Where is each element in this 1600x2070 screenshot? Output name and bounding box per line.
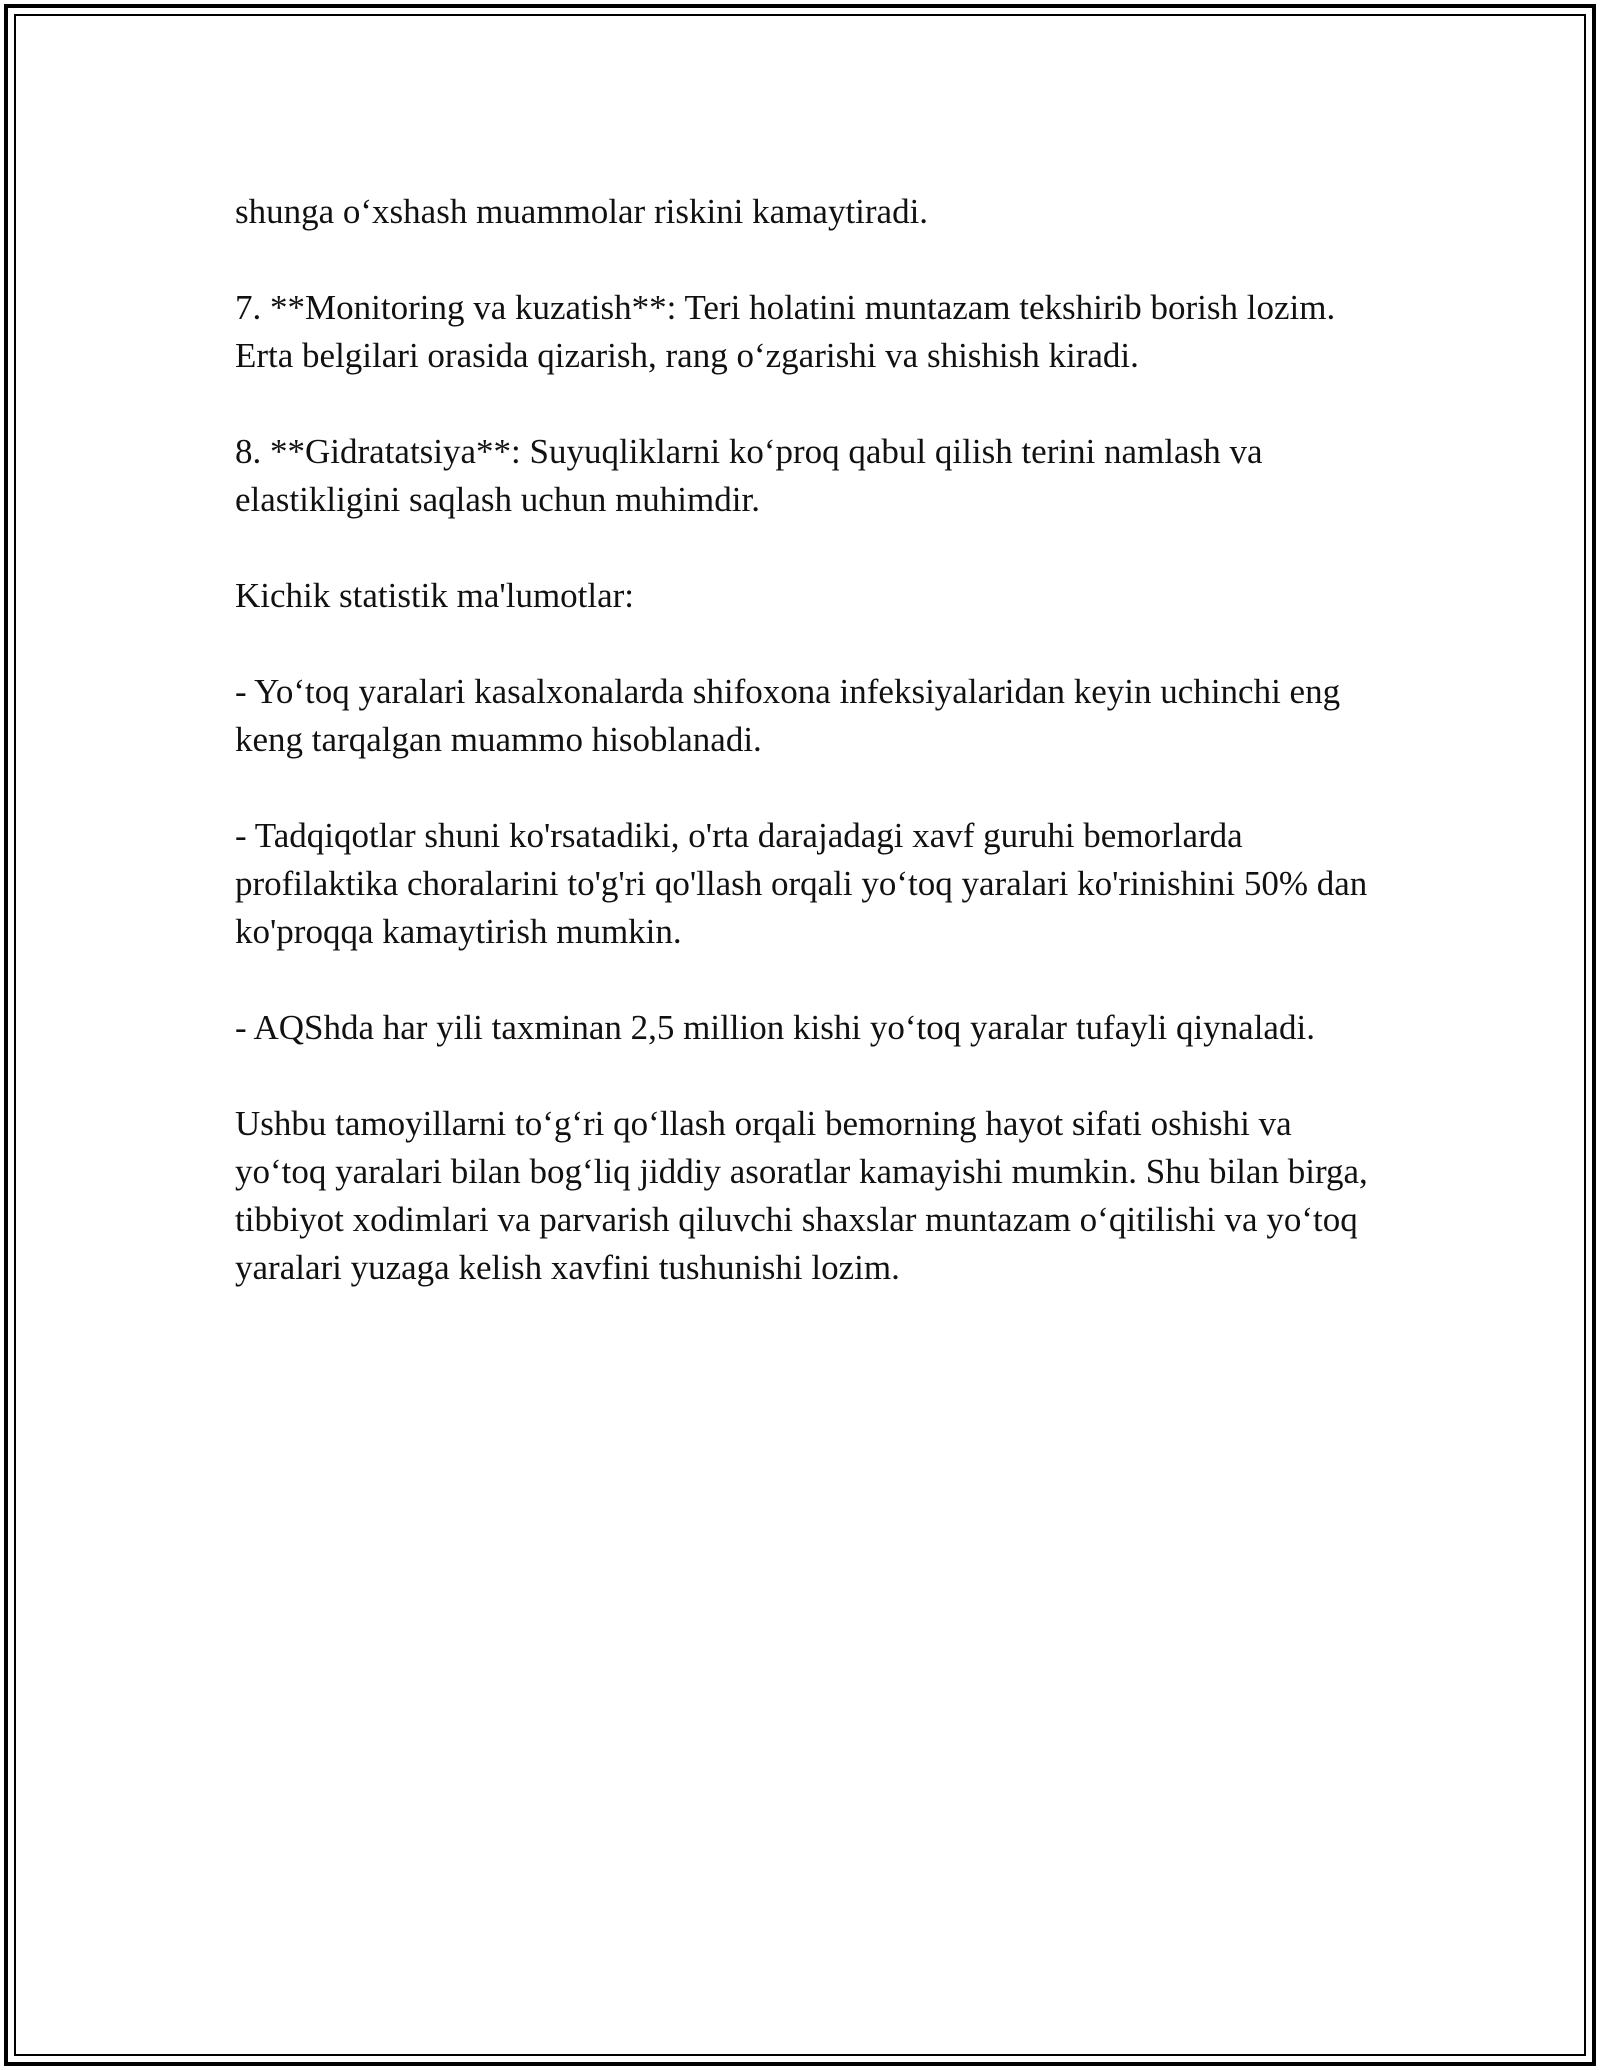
statistic-item-hospital: - Yo‘toq yaralari kasalxonalarda shifoxona infeksiyalaridan keyin uchinchi eng keng tarqalgan muammo hisoblanadi. <box>235 672 1341 759</box>
paragraph-monitoring: 7. **Monitoring va kuzatish**: Teri holatini muntazam tekshirib borish lozim. Erta belgilari orasida qizarish, rang o‘zgarishi va shishish kiradi. <box>235 288 1336 375</box>
statistics-heading: Kichik statistik ma'lumotlar: <box>235 576 635 615</box>
paragraph-hydration: 8. **Gidratatsiya**: Suyuqliklarni ko‘proq qabul qilish terini namlash va elastikligini saqlash uchun muhimdir. <box>235 432 1263 519</box>
paragraph-continuation: shunga o‘xshash muammolar riskini kamaytiradi. <box>235 192 929 231</box>
paragraph-conclusion: Ushbu tamoyillarni to‘g‘ri qo‘llash orqali bemorning hayot sifati oshishi va yo‘toq yaralari bilan bog‘liq jiddiy asoratlar kamayishi mumkin. Shu bilan birga, tibbiyot xodimlari va parvarish qiluvchi shaxslar muntazam o‘qitilishi va yo‘toq yaralari yuzaga kelish xavfini tushunishi lozim. <box>235 1104 1368 1287</box>
statistic-item-prevention: - Tadqiqotlar shuni ko'rsatadiki, o'rta darajadagi xavf guruhi bemorlarda profilaktika choralarini to'g'ri qo'llash orqali yo‘toq yaralari ko'rinishini 50% dan ko'proqqa kamaytirish mumkin. <box>235 816 1368 951</box>
statistic-item-usa: - AQShda har yili taxminan 2,5 million kishi yo‘toq yaralar tufayli qiynaladi. <box>235 1008 1315 1047</box>
document-body <box>235 188 1375 1292</box>
